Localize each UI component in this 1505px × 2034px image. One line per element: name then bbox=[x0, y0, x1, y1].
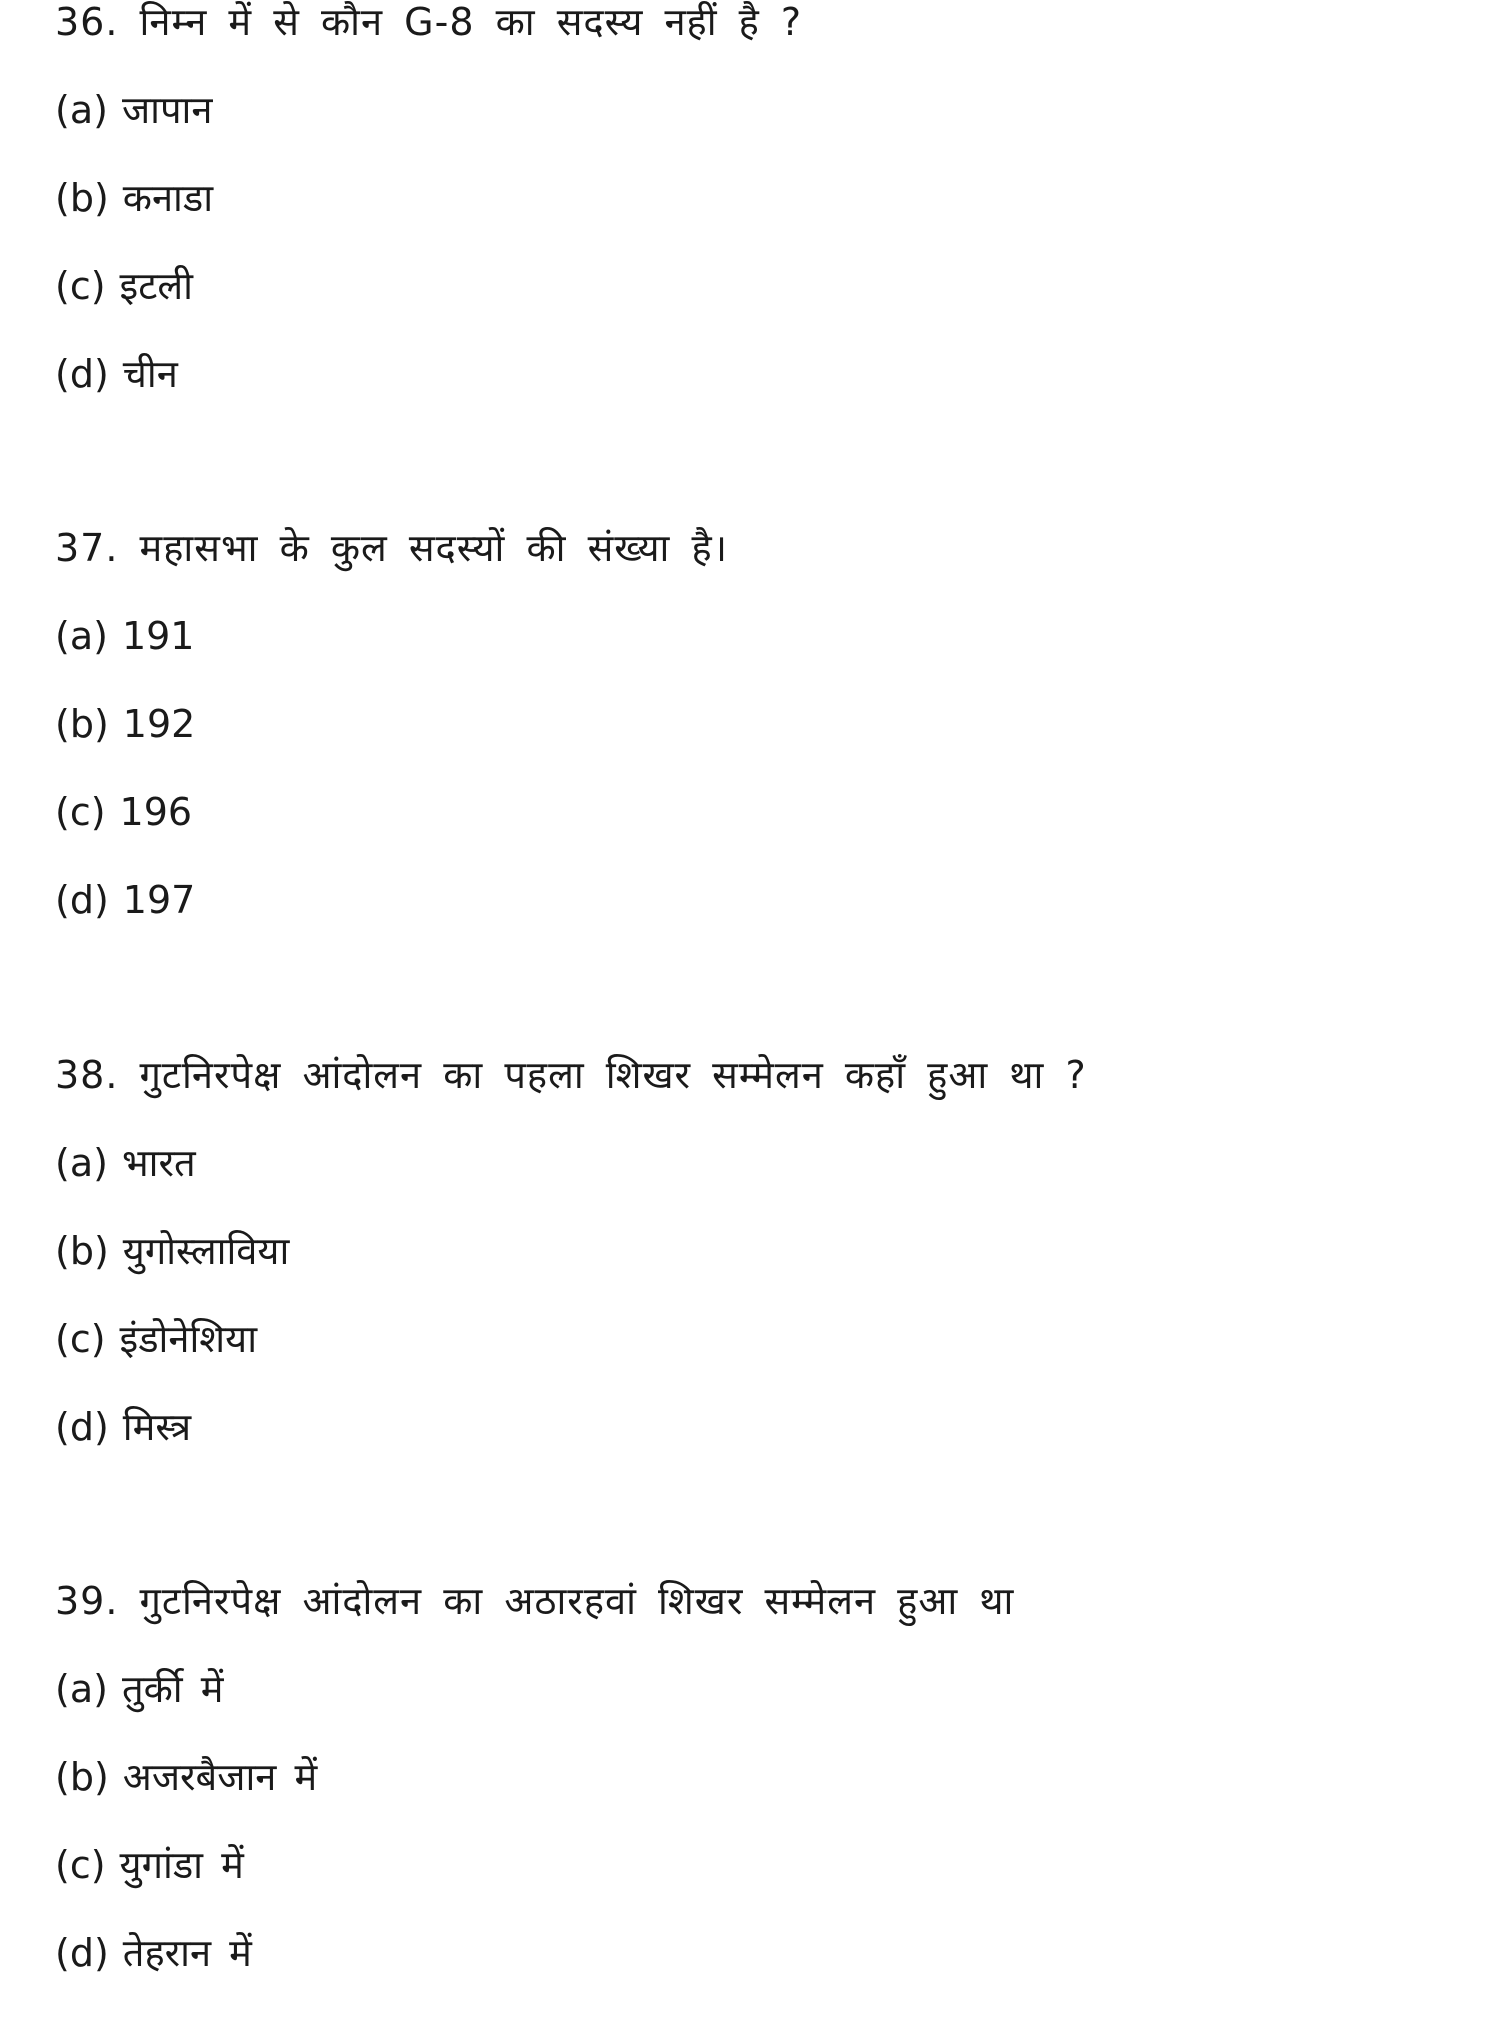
option-letter: (d) bbox=[55, 1931, 109, 1975]
option-letter: (a) bbox=[55, 88, 108, 132]
question-38 bbox=[55, 1047, 1475, 1455]
option-text: चीन bbox=[122, 352, 178, 396]
option-c bbox=[55, 1837, 1475, 1893]
option-text: इटली bbox=[119, 264, 193, 308]
option-text: 191 bbox=[121, 614, 195, 658]
option-text: जापान bbox=[121, 88, 213, 132]
question-text: 39. गुटनिरपेक्ष आंदोलन का अठारहवां शिखर सम्मेलन हुआ था bbox=[55, 1579, 1015, 1623]
option-b bbox=[55, 1749, 1475, 1805]
option-letter: (b) bbox=[55, 1755, 109, 1799]
option-d bbox=[55, 872, 1475, 928]
option-c bbox=[55, 1311, 1475, 1367]
option-c bbox=[55, 258, 1475, 314]
option-letter: (a) bbox=[55, 1667, 108, 1711]
option-text: मिस्त्र bbox=[122, 1405, 192, 1449]
option-letter: (d) bbox=[55, 878, 109, 922]
question-39 bbox=[55, 1573, 1475, 1981]
option-d bbox=[55, 346, 1475, 402]
option-text: इंडोनेशिया bbox=[119, 1317, 258, 1361]
option-a bbox=[55, 82, 1475, 138]
question-text: 36. निम्न में से कौन G-8 का सदस्य नहीं है ? bbox=[55, 0, 803, 44]
question-37 bbox=[55, 520, 1475, 928]
question-text: 38. गुटनिरपेक्ष आंदोलन का पहला शिखर सम्मेलन कहाँ हुआ था ? bbox=[55, 1053, 1087, 1097]
option-text: 192 bbox=[122, 702, 196, 746]
option-b bbox=[55, 1223, 1475, 1279]
option-c bbox=[55, 784, 1475, 840]
option-text: युगांडा में bbox=[119, 1843, 244, 1887]
option-text: तुर्की में bbox=[121, 1667, 224, 1711]
option-b bbox=[55, 696, 1475, 752]
option-b bbox=[55, 170, 1475, 226]
option-letter: (d) bbox=[55, 352, 109, 396]
option-letter: (c) bbox=[55, 790, 106, 834]
option-text: तेहरान में bbox=[122, 1931, 252, 1975]
option-letter: (c) bbox=[55, 1317, 106, 1361]
option-text: 197 bbox=[122, 878, 196, 922]
option-text: भारत bbox=[121, 1141, 196, 1185]
option-text: युगोस्लाविया bbox=[122, 1229, 290, 1273]
option-letter: (d) bbox=[55, 1405, 109, 1449]
option-letter: (c) bbox=[55, 264, 106, 308]
option-letter: (b) bbox=[55, 702, 109, 746]
question-text: 37. महासभा के कुल सदस्यों की संख्या है। bbox=[55, 526, 729, 570]
question-36 bbox=[55, 0, 1475, 402]
option-a bbox=[55, 1661, 1475, 1717]
option-letter: (c) bbox=[55, 1843, 106, 1887]
option-letter: (a) bbox=[55, 614, 108, 658]
option-letter: (b) bbox=[55, 1229, 109, 1273]
option-text: 196 bbox=[119, 790, 193, 834]
option-d bbox=[55, 1399, 1475, 1455]
option-a bbox=[55, 1135, 1475, 1191]
option-letter: (b) bbox=[55, 176, 109, 220]
option-letter: (a) bbox=[55, 1141, 108, 1185]
option-text: अजरबैजान में bbox=[122, 1755, 318, 1799]
option-a bbox=[55, 608, 1475, 664]
option-text: कनाडा bbox=[122, 176, 214, 220]
option-d bbox=[55, 1925, 1475, 1981]
